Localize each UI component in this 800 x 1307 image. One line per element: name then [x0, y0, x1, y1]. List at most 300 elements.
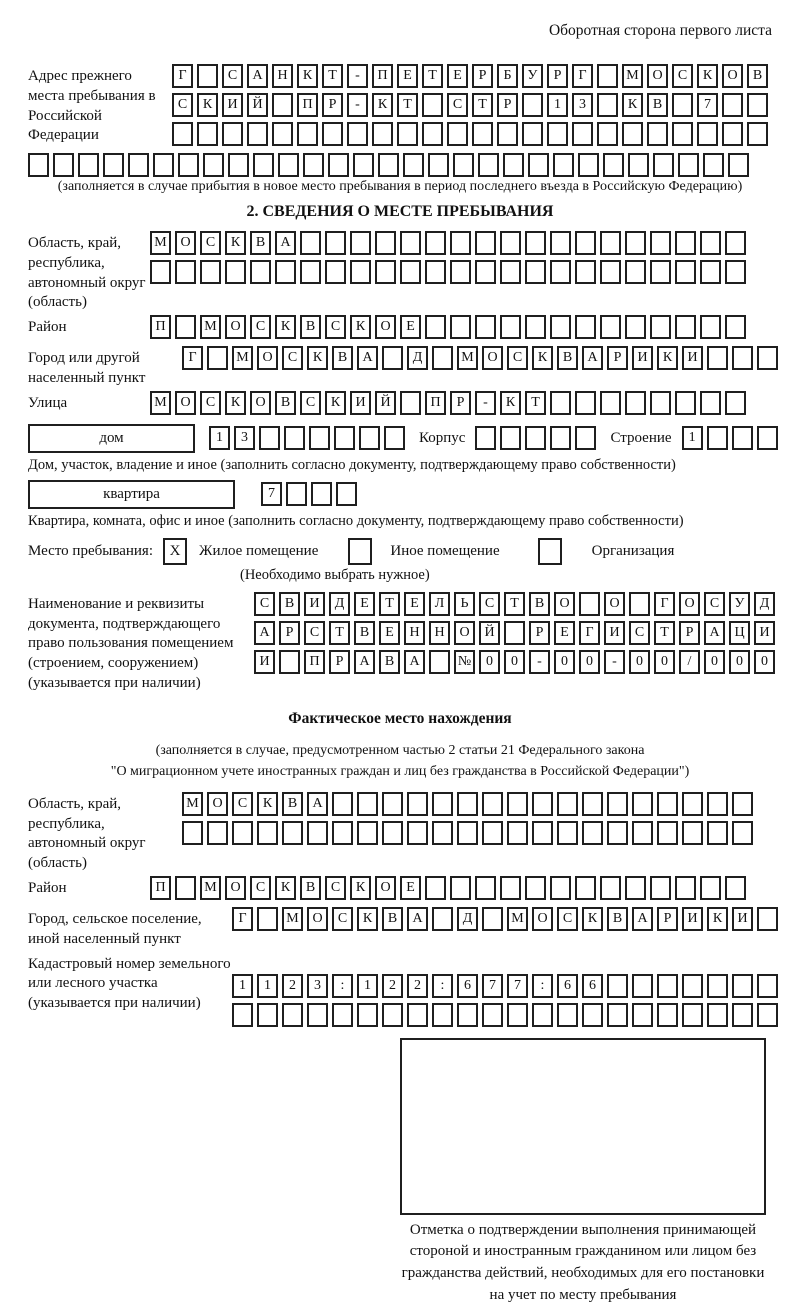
char-cell[interactable]: О	[257, 346, 278, 370]
char-cell[interactable]	[550, 426, 571, 450]
char-cell[interactable]	[682, 1003, 703, 1027]
char-cell[interactable]	[407, 1003, 428, 1027]
char-cell[interactable]: А	[407, 907, 428, 931]
char-cell[interactable]: В	[354, 621, 375, 645]
char-cell[interactable]: Н	[404, 621, 425, 645]
char-cell[interactable]	[103, 153, 124, 177]
char-cell[interactable]: 1	[232, 974, 253, 998]
char-cell[interactable]	[622, 122, 643, 146]
char-cell[interactable]: А	[704, 621, 725, 645]
char-cell[interactable]: В	[557, 346, 578, 370]
char-cell[interactable]	[432, 792, 453, 816]
char-cell[interactable]	[675, 231, 696, 255]
char-cell[interactable]	[282, 1003, 303, 1027]
char-cell[interactable]: В	[275, 391, 296, 415]
char-cell[interactable]	[472, 122, 493, 146]
char-cell[interactable]	[629, 592, 650, 616]
char-cell[interactable]: О	[307, 907, 328, 931]
char-cell[interactable]: С	[704, 592, 725, 616]
place-type-checkbox-other[interactable]	[348, 538, 372, 565]
char-cell[interactable]	[550, 231, 571, 255]
char-cell[interactable]	[357, 821, 378, 845]
char-cell[interactable]	[578, 153, 599, 177]
char-cell[interactable]	[232, 1003, 253, 1027]
char-cell[interactable]	[275, 260, 296, 284]
char-cell[interactable]: Р	[450, 391, 471, 415]
char-cell[interactable]	[475, 426, 496, 450]
char-cell[interactable]: С	[325, 876, 346, 900]
char-cell[interactable]: О	[175, 391, 196, 415]
char-cell[interactable]: О	[647, 64, 668, 88]
char-cell[interactable]	[307, 821, 328, 845]
char-cell[interactable]	[172, 122, 193, 146]
char-cell[interactable]	[550, 260, 571, 284]
char-cell[interactable]	[503, 153, 524, 177]
char-cell[interactable]: С	[172, 93, 193, 117]
char-cell[interactable]: Д	[754, 592, 775, 616]
char-cell[interactable]	[657, 821, 678, 845]
char-cell[interactable]	[278, 153, 299, 177]
char-cell[interactable]: К	[325, 391, 346, 415]
char-cell[interactable]: Р	[607, 346, 628, 370]
char-cell[interactable]: Т	[397, 93, 418, 117]
char-cell[interactable]: Т	[329, 621, 350, 645]
char-cell[interactable]	[757, 974, 778, 998]
char-cell[interactable]	[429, 650, 450, 674]
char-cell[interactable]: М	[457, 346, 478, 370]
char-cell[interactable]: Е	[404, 592, 425, 616]
char-cell[interactable]: В	[279, 592, 300, 616]
char-cell[interactable]: С	[332, 907, 353, 931]
char-cell[interactable]: О	[679, 592, 700, 616]
char-cell[interactable]	[325, 260, 346, 284]
char-cell[interactable]: А	[254, 621, 275, 645]
char-cell[interactable]	[747, 93, 768, 117]
char-cell[interactable]	[457, 1003, 478, 1027]
char-cell[interactable]	[697, 122, 718, 146]
char-cell[interactable]	[382, 821, 403, 845]
char-cell[interactable]	[347, 122, 368, 146]
char-cell[interactable]	[632, 821, 653, 845]
char-cell[interactable]	[500, 876, 521, 900]
char-cell[interactable]	[700, 391, 721, 415]
char-cell[interactable]: К	[350, 876, 371, 900]
char-cell[interactable]: Р	[497, 93, 518, 117]
char-cell[interactable]	[247, 122, 268, 146]
char-cell[interactable]: 0	[654, 650, 675, 674]
char-cell[interactable]	[203, 153, 224, 177]
char-cell[interactable]	[297, 122, 318, 146]
char-cell[interactable]	[397, 122, 418, 146]
char-cell[interactable]	[528, 153, 549, 177]
char-cell[interactable]	[500, 426, 521, 450]
char-cell[interactable]: -	[347, 64, 368, 88]
char-cell[interactable]	[257, 907, 278, 931]
char-cell[interactable]: В	[250, 231, 271, 255]
char-cell[interactable]: С	[200, 391, 221, 415]
char-cell[interactable]: А	[247, 64, 268, 88]
char-cell[interactable]: Т	[379, 592, 400, 616]
char-cell[interactable]: 1	[547, 93, 568, 117]
char-cell[interactable]	[732, 426, 753, 450]
char-cell[interactable]	[725, 391, 746, 415]
char-cell[interactable]	[650, 315, 671, 339]
char-cell[interactable]	[500, 315, 521, 339]
char-cell[interactable]	[657, 1003, 678, 1027]
char-cell[interactable]: М	[200, 876, 221, 900]
char-cell[interactable]: Р	[322, 93, 343, 117]
char-cell[interactable]: У	[522, 64, 543, 88]
char-cell[interactable]: С	[447, 93, 468, 117]
char-cell[interactable]: О	[175, 231, 196, 255]
char-cell[interactable]: И	[254, 650, 275, 674]
char-cell[interactable]	[700, 231, 721, 255]
char-cell[interactable]	[725, 260, 746, 284]
char-cell[interactable]: А	[632, 907, 653, 931]
char-cell[interactable]	[232, 821, 253, 845]
char-cell[interactable]	[175, 876, 196, 900]
char-cell[interactable]: 7	[482, 974, 503, 998]
char-cell[interactable]: О	[375, 876, 396, 900]
char-cell[interactable]	[532, 821, 553, 845]
char-cell[interactable]: Н	[272, 64, 293, 88]
char-cell[interactable]: Р	[529, 621, 550, 645]
char-cell[interactable]	[332, 792, 353, 816]
char-cell[interactable]: К	[225, 231, 246, 255]
char-cell[interactable]	[128, 153, 149, 177]
char-cell[interactable]: О	[532, 907, 553, 931]
char-cell[interactable]	[225, 260, 246, 284]
char-cell[interactable]: П	[150, 876, 171, 900]
char-cell[interactable]	[600, 391, 621, 415]
char-cell[interactable]	[700, 315, 721, 339]
char-cell[interactable]: О	[250, 391, 271, 415]
char-cell[interactable]	[672, 93, 693, 117]
char-cell[interactable]: Г	[182, 346, 203, 370]
char-cell[interactable]	[286, 482, 307, 506]
char-cell[interactable]: К	[307, 346, 328, 370]
char-cell[interactable]	[575, 260, 596, 284]
char-cell[interactable]: И	[732, 907, 753, 931]
char-cell[interactable]	[428, 153, 449, 177]
char-cell[interactable]: Е	[397, 64, 418, 88]
char-cell[interactable]: П	[150, 315, 171, 339]
char-cell[interactable]	[632, 1003, 653, 1027]
char-cell[interactable]: О	[722, 64, 743, 88]
char-cell[interactable]: Д	[457, 907, 478, 931]
char-cell[interactable]: 2	[282, 974, 303, 998]
char-cell[interactable]	[507, 821, 528, 845]
char-cell[interactable]	[632, 792, 653, 816]
char-cell[interactable]: П	[372, 64, 393, 88]
char-cell[interactable]	[478, 153, 499, 177]
char-cell[interactable]: С	[325, 315, 346, 339]
char-cell[interactable]: Г	[572, 64, 593, 88]
char-cell[interactable]	[650, 260, 671, 284]
char-cell[interactable]	[657, 974, 678, 998]
char-cell[interactable]	[522, 93, 543, 117]
char-cell[interactable]: 6	[557, 974, 578, 998]
char-cell[interactable]	[432, 821, 453, 845]
char-cell[interactable]: -	[475, 391, 496, 415]
char-cell[interactable]	[653, 153, 674, 177]
char-cell[interactable]: Г	[172, 64, 193, 88]
char-cell[interactable]: И	[682, 346, 703, 370]
char-cell[interactable]	[375, 260, 396, 284]
char-cell[interactable]: Е	[554, 621, 575, 645]
char-cell[interactable]: В	[300, 315, 321, 339]
char-cell[interactable]	[309, 426, 330, 450]
char-cell[interactable]	[259, 426, 280, 450]
char-cell[interactable]: Е	[379, 621, 400, 645]
char-cell[interactable]	[425, 876, 446, 900]
char-cell[interactable]	[547, 122, 568, 146]
char-cell[interactable]: Д	[407, 346, 428, 370]
char-cell[interactable]	[332, 821, 353, 845]
char-cell[interactable]: К	[622, 93, 643, 117]
char-cell[interactable]	[607, 792, 628, 816]
char-cell[interactable]: -	[604, 650, 625, 674]
char-cell[interactable]	[525, 260, 546, 284]
char-cell[interactable]	[150, 260, 171, 284]
char-cell[interactable]: :	[432, 974, 453, 998]
char-cell[interactable]: К	[275, 876, 296, 900]
char-cell[interactable]	[253, 153, 274, 177]
char-cell[interactable]: №	[454, 650, 475, 674]
char-cell[interactable]	[207, 821, 228, 845]
char-cell[interactable]	[500, 231, 521, 255]
char-cell[interactable]: К	[707, 907, 728, 931]
char-cell[interactable]: С	[250, 876, 271, 900]
char-cell[interactable]: С	[557, 907, 578, 931]
char-cell[interactable]	[425, 260, 446, 284]
char-cell[interactable]	[725, 876, 746, 900]
char-cell[interactable]: 0	[729, 650, 750, 674]
char-cell[interactable]: А	[404, 650, 425, 674]
char-cell[interactable]	[657, 792, 678, 816]
char-cell[interactable]	[432, 1003, 453, 1027]
char-cell[interactable]: С	[254, 592, 275, 616]
char-cell[interactable]: В	[332, 346, 353, 370]
char-cell[interactable]	[475, 315, 496, 339]
char-cell[interactable]: П	[297, 93, 318, 117]
char-cell[interactable]: К	[697, 64, 718, 88]
place-type-checkbox-organization[interactable]	[538, 538, 562, 565]
char-cell[interactable]	[707, 346, 728, 370]
char-cell[interactable]: 0	[579, 650, 600, 674]
char-cell[interactable]: 0	[629, 650, 650, 674]
char-cell[interactable]	[647, 122, 668, 146]
char-cell[interactable]	[582, 792, 603, 816]
char-cell[interactable]: 1	[257, 974, 278, 998]
char-cell[interactable]	[422, 122, 443, 146]
char-cell[interactable]	[597, 122, 618, 146]
char-cell[interactable]: К	[357, 907, 378, 931]
char-cell[interactable]	[732, 346, 753, 370]
char-cell[interactable]	[425, 231, 446, 255]
char-cell[interactable]: 0	[504, 650, 525, 674]
char-cell[interactable]	[557, 792, 578, 816]
char-cell[interactable]: А	[357, 346, 378, 370]
char-cell[interactable]	[757, 426, 778, 450]
char-cell[interactable]	[175, 315, 196, 339]
char-cell[interactable]	[722, 122, 743, 146]
char-cell[interactable]	[582, 1003, 603, 1027]
char-cell[interactable]: К	[257, 792, 278, 816]
char-cell[interactable]	[650, 876, 671, 900]
char-cell[interactable]: 7	[507, 974, 528, 998]
char-cell[interactable]	[53, 153, 74, 177]
char-cell[interactable]: 2	[382, 974, 403, 998]
char-cell[interactable]: В	[282, 792, 303, 816]
char-cell[interactable]	[257, 821, 278, 845]
char-cell[interactable]: Й	[375, 391, 396, 415]
char-cell[interactable]	[250, 260, 271, 284]
char-cell[interactable]	[457, 792, 478, 816]
char-cell[interactable]: М	[150, 391, 171, 415]
char-cell[interactable]: В	[607, 907, 628, 931]
char-cell[interactable]: Р	[547, 64, 568, 88]
char-cell[interactable]	[475, 260, 496, 284]
char-cell[interactable]: Т	[422, 64, 443, 88]
char-cell[interactable]: А	[275, 231, 296, 255]
char-cell[interactable]: В	[382, 907, 403, 931]
char-cell[interactable]	[384, 426, 405, 450]
char-cell[interactable]	[582, 821, 603, 845]
char-cell[interactable]: И	[604, 621, 625, 645]
char-cell[interactable]: Ь	[454, 592, 475, 616]
char-cell[interactable]	[607, 1003, 628, 1027]
char-cell[interactable]	[625, 231, 646, 255]
char-cell[interactable]	[525, 426, 546, 450]
char-cell[interactable]: М	[182, 792, 203, 816]
char-cell[interactable]: Р	[679, 621, 700, 645]
char-cell[interactable]: С	[250, 315, 271, 339]
char-cell[interactable]	[482, 821, 503, 845]
char-cell[interactable]	[282, 821, 303, 845]
char-cell[interactable]: И	[222, 93, 243, 117]
char-cell[interactable]	[675, 876, 696, 900]
char-cell[interactable]	[625, 876, 646, 900]
char-cell[interactable]	[625, 315, 646, 339]
char-cell[interactable]: :	[332, 974, 353, 998]
char-cell[interactable]: 0	[479, 650, 500, 674]
char-cell[interactable]	[400, 231, 421, 255]
char-cell[interactable]	[732, 792, 753, 816]
char-cell[interactable]	[732, 821, 753, 845]
char-cell[interactable]: Р	[329, 650, 350, 674]
char-cell[interactable]	[522, 122, 543, 146]
char-cell[interactable]	[725, 231, 746, 255]
char-cell[interactable]	[450, 260, 471, 284]
char-cell[interactable]: Т	[472, 93, 493, 117]
char-cell[interactable]	[757, 907, 778, 931]
char-cell[interactable]	[450, 876, 471, 900]
char-cell[interactable]: И	[754, 621, 775, 645]
char-cell[interactable]	[707, 974, 728, 998]
char-cell[interactable]	[432, 346, 453, 370]
char-cell[interactable]: 0	[554, 650, 575, 674]
char-cell[interactable]: Д	[329, 592, 350, 616]
char-cell[interactable]: /	[679, 650, 700, 674]
char-cell[interactable]: К	[197, 93, 218, 117]
char-cell[interactable]	[482, 907, 503, 931]
char-cell[interactable]	[197, 122, 218, 146]
char-cell[interactable]: К	[372, 93, 393, 117]
char-cell[interactable]: -	[529, 650, 550, 674]
char-cell[interactable]	[403, 153, 424, 177]
char-cell[interactable]	[525, 231, 546, 255]
char-cell[interactable]	[153, 153, 174, 177]
char-cell[interactable]: С	[479, 592, 500, 616]
char-cell[interactable]	[607, 974, 628, 998]
char-cell[interactable]: С	[282, 346, 303, 370]
char-cell[interactable]: Б	[497, 64, 518, 88]
char-cell[interactable]	[600, 876, 621, 900]
char-cell[interactable]: С	[672, 64, 693, 88]
char-cell[interactable]	[607, 821, 628, 845]
char-cell[interactable]: Г	[232, 907, 253, 931]
char-cell[interactable]: Е	[447, 64, 468, 88]
char-cell[interactable]	[682, 792, 703, 816]
char-cell[interactable]	[482, 792, 503, 816]
char-cell[interactable]: В	[747, 64, 768, 88]
char-cell[interactable]	[28, 153, 49, 177]
char-cell[interactable]	[707, 1003, 728, 1027]
char-cell[interactable]: С	[304, 621, 325, 645]
char-cell[interactable]	[353, 153, 374, 177]
char-cell[interactable]: К	[532, 346, 553, 370]
char-cell[interactable]	[303, 153, 324, 177]
char-cell[interactable]	[482, 1003, 503, 1027]
char-cell[interactable]	[625, 391, 646, 415]
char-cell[interactable]	[650, 391, 671, 415]
char-cell[interactable]	[300, 231, 321, 255]
char-cell[interactable]	[400, 391, 421, 415]
char-cell[interactable]	[700, 260, 721, 284]
char-cell[interactable]: В	[379, 650, 400, 674]
char-cell[interactable]: 1	[357, 974, 378, 998]
char-cell[interactable]: М	[507, 907, 528, 931]
char-cell[interactable]: 3	[234, 426, 255, 450]
char-cell[interactable]: А	[354, 650, 375, 674]
char-cell[interactable]: Т	[525, 391, 546, 415]
char-cell[interactable]	[597, 64, 618, 88]
char-cell[interactable]: М	[282, 907, 303, 931]
char-cell[interactable]	[504, 621, 525, 645]
char-cell[interactable]: О	[375, 315, 396, 339]
char-cell[interactable]	[382, 1003, 403, 1027]
char-cell[interactable]: К	[297, 64, 318, 88]
char-cell[interactable]	[432, 907, 453, 931]
char-cell[interactable]: М	[622, 64, 643, 88]
char-cell[interactable]: К	[275, 315, 296, 339]
char-cell[interactable]: Т	[504, 592, 525, 616]
char-cell[interactable]	[182, 821, 203, 845]
char-cell[interactable]: И	[304, 592, 325, 616]
char-cell[interactable]	[407, 792, 428, 816]
char-cell[interactable]: 2	[407, 974, 428, 998]
char-cell[interactable]	[525, 315, 546, 339]
char-cell[interactable]: О	[554, 592, 575, 616]
char-cell[interactable]	[525, 876, 546, 900]
char-cell[interactable]: П	[425, 391, 446, 415]
char-cell[interactable]	[650, 231, 671, 255]
char-cell[interactable]	[700, 876, 721, 900]
char-cell[interactable]	[334, 426, 355, 450]
char-cell[interactable]	[747, 122, 768, 146]
char-cell[interactable]: О	[207, 792, 228, 816]
